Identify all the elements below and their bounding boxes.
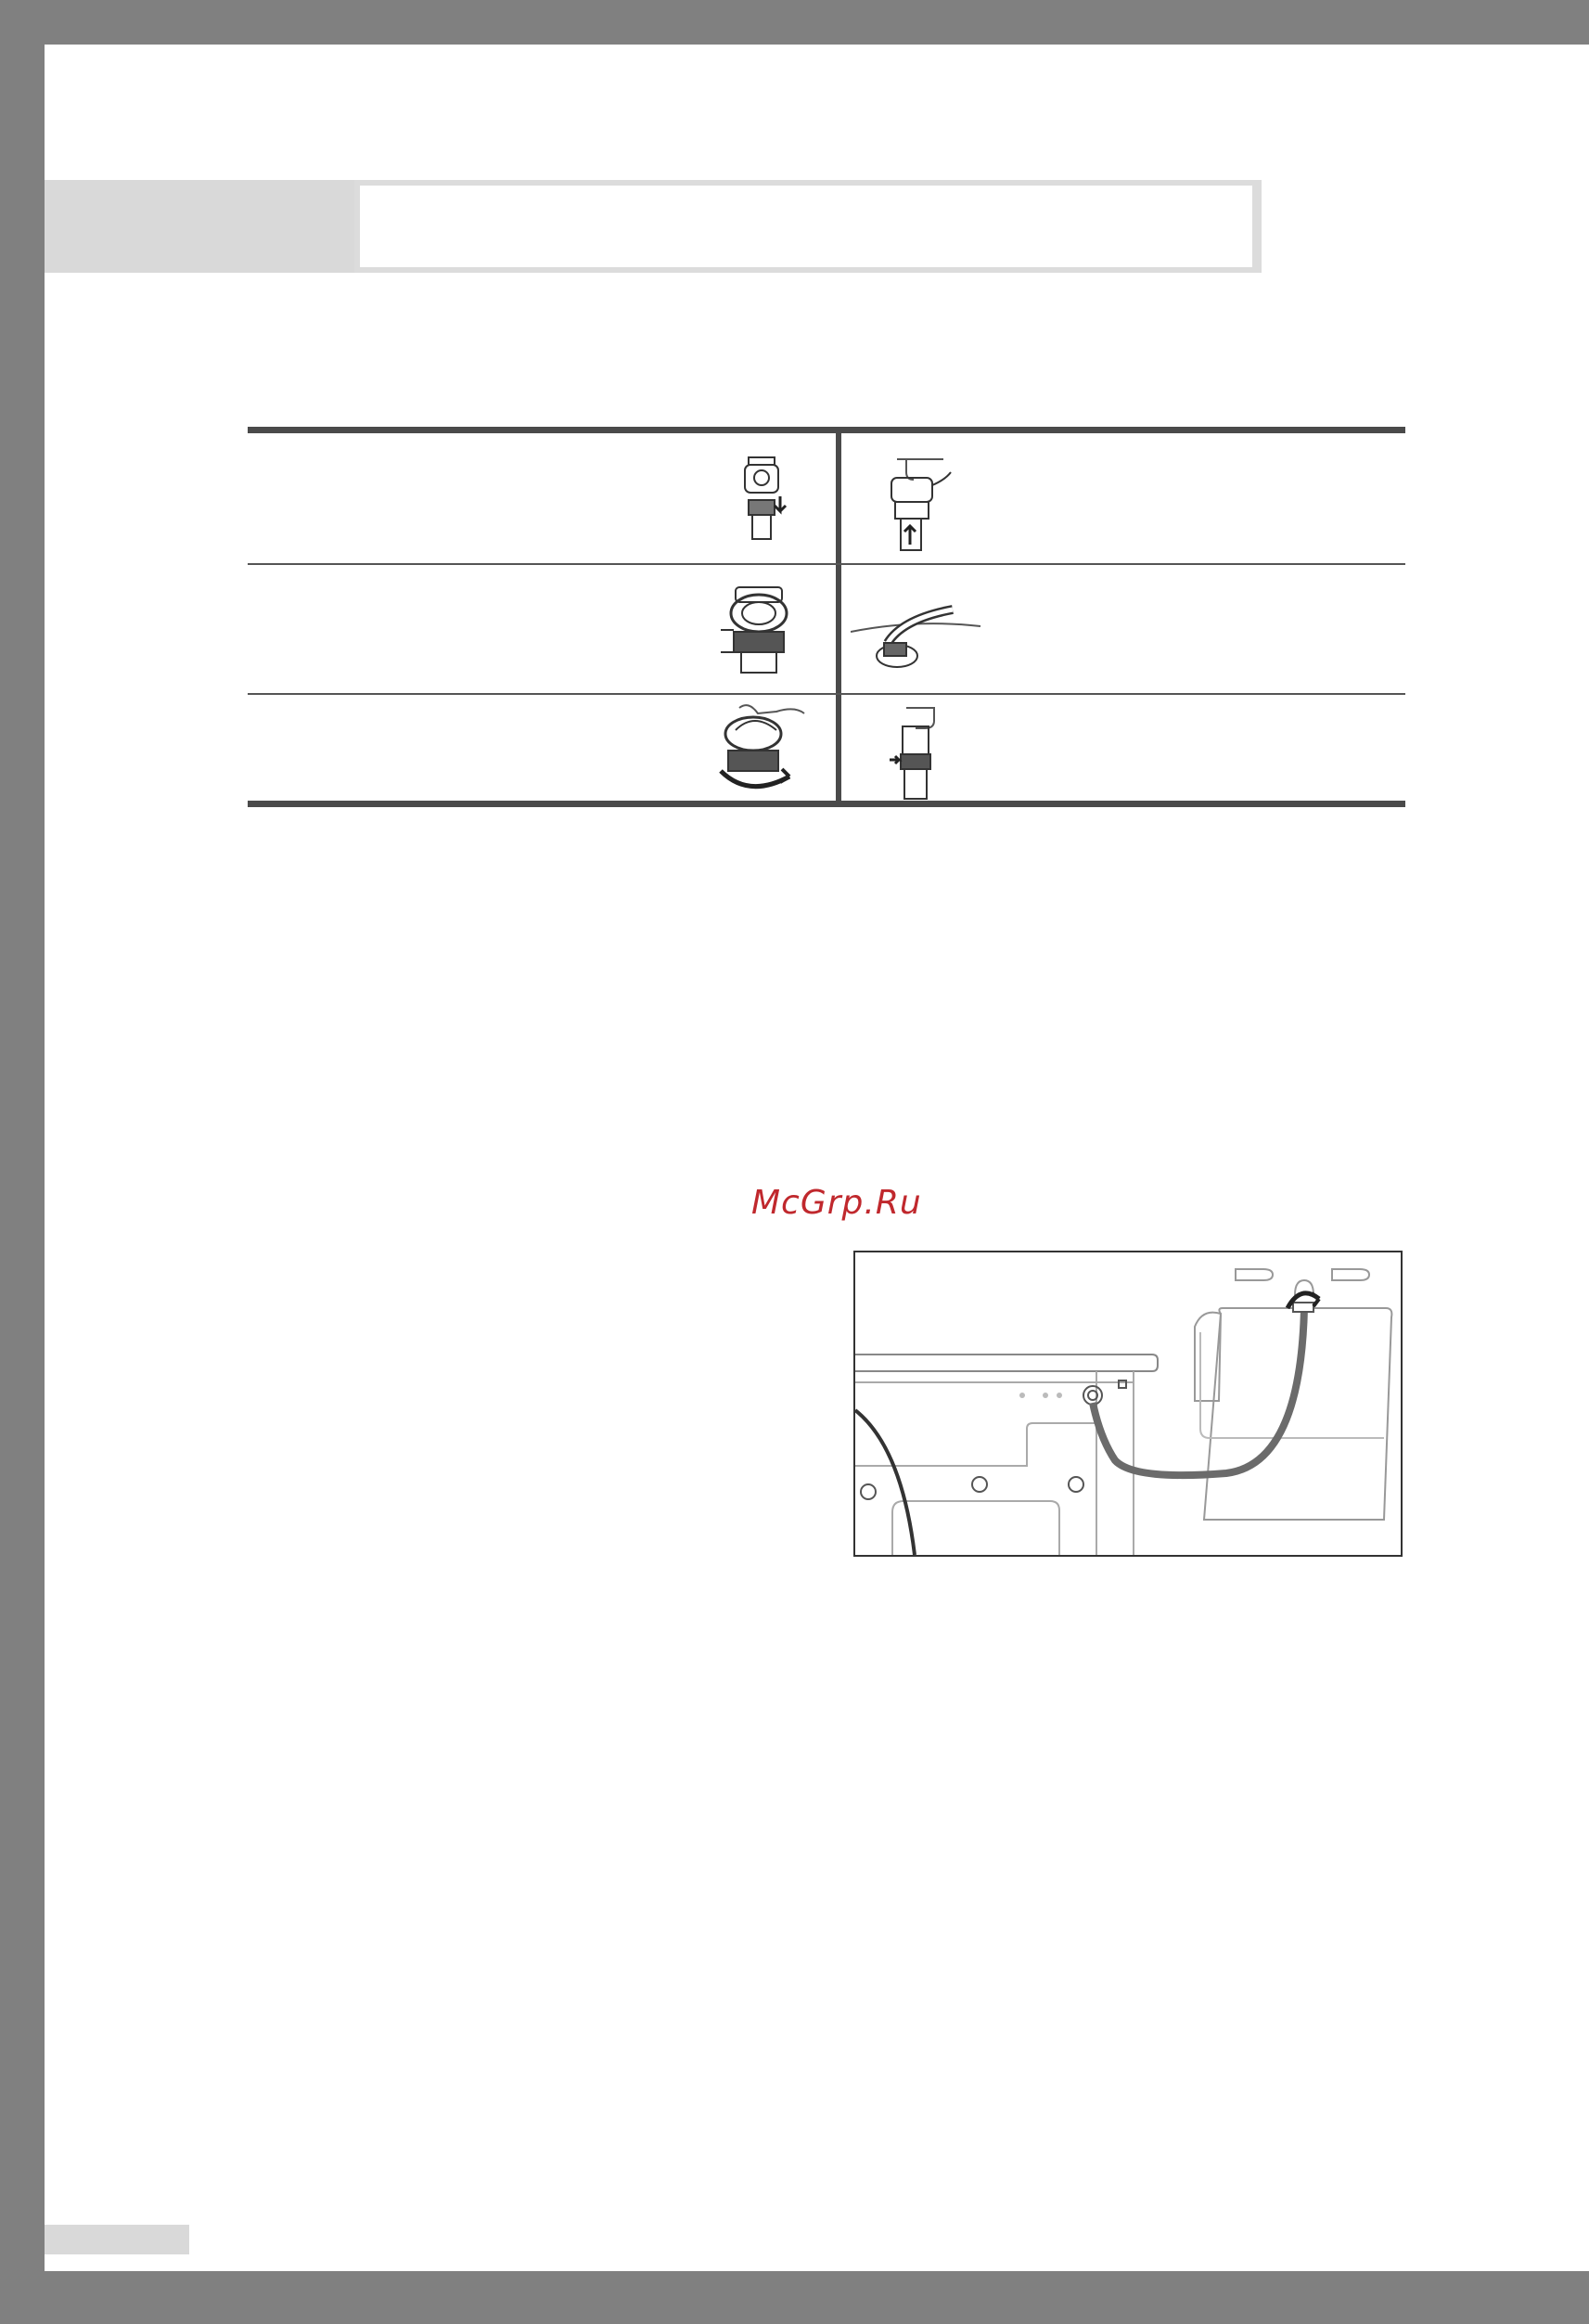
tap-attach-icon xyxy=(878,452,962,558)
header-title-box xyxy=(354,180,1262,273)
footer-page-tab xyxy=(45,2225,189,2254)
drain-hose-into-sink-illustration xyxy=(853,1251,1403,1557)
hose-to-washer-icon xyxy=(851,591,990,678)
row-divider xyxy=(248,693,1405,695)
adapter-tighten-icon xyxy=(711,702,814,808)
header-tab xyxy=(45,180,360,273)
installation-steps-table xyxy=(248,427,1405,807)
hose-tap-connect-icon xyxy=(878,702,953,808)
watermark-text: McGrp.Ru xyxy=(751,1184,922,1222)
row-divider xyxy=(248,563,1405,565)
manual-page xyxy=(45,45,1589,2271)
column-divider xyxy=(836,433,841,801)
header-title-area xyxy=(360,186,1252,267)
adapter-screws-icon xyxy=(717,582,801,687)
filter-remove-icon xyxy=(730,452,795,548)
